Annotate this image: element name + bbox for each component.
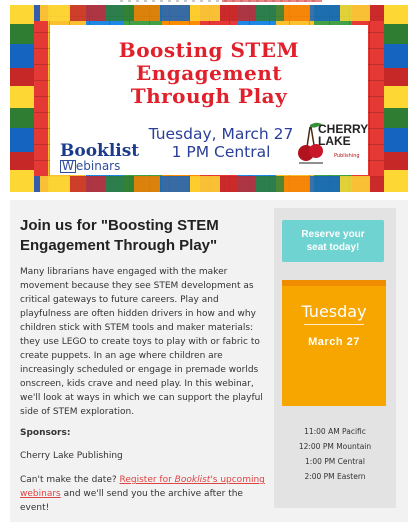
- sponsor-name: Cherry Lake Publishing: [20, 451, 123, 461]
- cherry-lake-wordmark: CHERRY LAKE: [318, 122, 369, 148]
- lego-brick-row-top: [10, 5, 408, 21]
- time-eastern: 2:00 PM Eastern: [304, 472, 366, 481]
- webinars-wordmark: [60, 160, 139, 173]
- date-card: [282, 280, 386, 406]
- webinar-details: [10, 200, 408, 522]
- archive-notice-prefix: Can't make the date?: [20, 475, 120, 485]
- webinars-rest: ebinars: [75, 159, 121, 173]
- sponsors-label: Sponsors:: [20, 428, 71, 438]
- banner-date-line: Tuesday, March 27: [148, 125, 294, 143]
- date-card-day: Tuesday: [301, 302, 367, 321]
- webinar-heading: Join us for "Boosting STEM Engagement Through Play": [20, 217, 219, 254]
- banner-title-line-1: Boosting STEM: [118, 38, 300, 62]
- webinar-description-column: [20, 216, 266, 515]
- time-pacific: 11:00 AM Pacific: [304, 427, 366, 436]
- time-zone-list: [274, 424, 396, 484]
- banner-title: [50, 39, 368, 108]
- time-central: 1:00 PM Central: [305, 457, 365, 466]
- event-sidebar: [274, 208, 396, 508]
- banner-panel: [50, 25, 368, 175]
- top-strip-link-fragment: [222, 0, 322, 2]
- link-text-rest: 's upcoming webinars: [20, 475, 265, 499]
- webinar-banner: [10, 5, 408, 192]
- cherry-lake-logo: [296, 119, 369, 171]
- banner-title-line-3: Through Play: [130, 84, 288, 108]
- lego-brick-column-left: [10, 5, 34, 192]
- banner-date: [146, 125, 296, 161]
- booklist-wordmark: Booklist: [60, 141, 140, 161]
- reserve-seat-button[interactable]: Reserve your seat today!: [282, 220, 384, 262]
- archive-notice-suffix: and we'll send you the archive after the event!: [20, 489, 243, 513]
- webinars-w-box: W: [62, 159, 74, 173]
- booklist-webinars-logo: [60, 143, 139, 173]
- link-text-register: Register for: [119, 475, 175, 485]
- lego-brick-column-right: [384, 5, 408, 192]
- link-text-booklist: Booklist: [174, 475, 211, 485]
- banner-title-line-2: Engagement: [135, 61, 283, 85]
- date-card-month-day: March 27: [308, 336, 360, 348]
- banner-time-line: 1 PM Central: [171, 143, 271, 161]
- cherry-lake-publishing-sub: Publishing: [334, 153, 360, 159]
- date-card-divider: [304, 324, 364, 325]
- webinar-description: Many librarians have engaged with the maker movement because they see STEM development as critical gateways to future careers. Play and playfulness are often hidden drivers in how and why children stick with STEM tools and maker materials: they use LEGO to create toys to play with or fabric to create puppets. In an age where children are increasingly scheduled or engage in premade worlds onscreen, kids crave and need play. In this webinar, we'll look at ways in which we can support the playful side of STEM exploration.: [20, 267, 263, 417]
- archive-notice: [20, 473, 266, 515]
- lego-brick-row-bottom: [10, 176, 408, 192]
- time-mountain: 12:00 PM Mountain: [298, 442, 372, 451]
- date-card-strip: [282, 280, 386, 286]
